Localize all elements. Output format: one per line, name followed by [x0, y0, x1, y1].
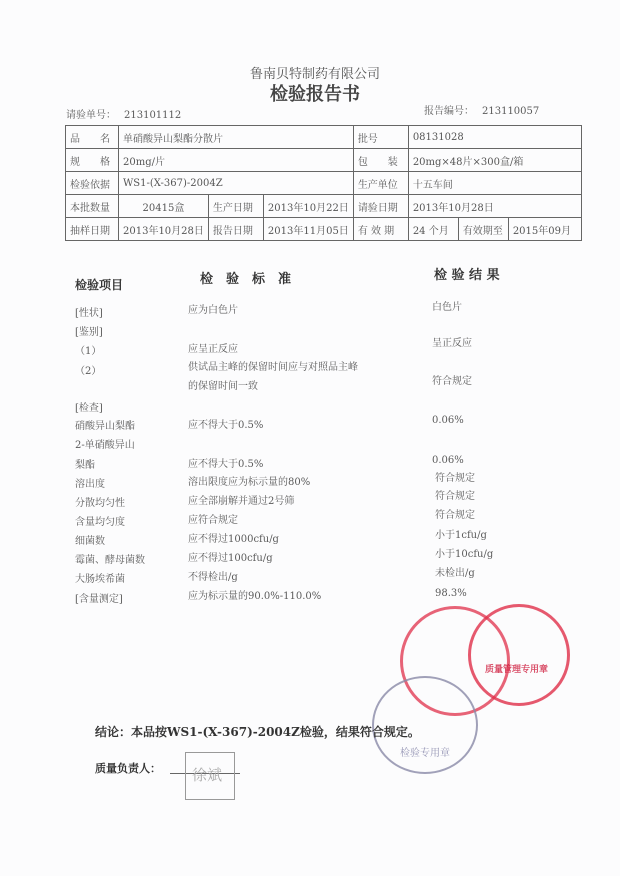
item: [含量测定]: [75, 594, 123, 605]
request-no: 213101112: [124, 110, 182, 121]
item: 含量均匀度: [75, 517, 125, 528]
standard: 应符合规定: [188, 515, 238, 526]
standard: 的保留时间一致: [188, 381, 258, 392]
standard: 应为标示量的90.0%-110.0%: [188, 591, 322, 602]
item: 溶出度: [75, 479, 105, 490]
result: 小于10cfu/g: [435, 549, 494, 560]
standard: 应不得大于0.5%: [188, 459, 264, 470]
standard: 供试品主峰的保留时间应与对照品主峰: [188, 362, 358, 373]
item: （2）: [75, 366, 102, 377]
req-date-label: 请验日期: [353, 195, 408, 218]
result: 未检出/g: [435, 568, 475, 579]
batch-label: 批号: [353, 126, 408, 149]
standard: 应全部崩解并通过2号筛: [188, 496, 295, 507]
signature-text: 徐斌: [192, 766, 223, 784]
validity: 24 个月: [408, 218, 458, 241]
item: （1）: [75, 346, 102, 357]
result: 0.06%: [432, 415, 464, 426]
standard: 不得检出/g: [188, 572, 238, 583]
production-date: 2013年10月22日: [263, 195, 353, 218]
request-date: 2013年10月28日: [408, 195, 581, 218]
validity-label: 有 效 期: [353, 218, 408, 241]
production-unit: 十五车间: [408, 172, 581, 195]
standard: 应为白色片: [188, 305, 238, 316]
basis: WS1-(X-367)-2004Z: [119, 172, 354, 195]
standard: 应不得大于0.5%: [188, 420, 264, 431]
item: [性状]: [75, 308, 103, 319]
report-no: 213110057: [482, 106, 540, 117]
result: 白色片: [432, 302, 462, 313]
standard: 应不得过1000cfu/g: [188, 534, 279, 545]
col-result-header: 检 验 结 果: [434, 268, 500, 283]
item: 2-单硝酸异山: [75, 440, 135, 451]
report-no-label: 报告编号：: [424, 106, 474, 117]
report-date: 2013年11月05日: [263, 218, 353, 241]
sample-date: 2013年10月28日: [119, 218, 209, 241]
conclusion: 结论：本品按WS1-(X-367)-2004Z检验，结果符合规定。: [95, 725, 420, 739]
unit-label: 生产单位: [353, 172, 408, 195]
item: 梨酯: [75, 460, 95, 471]
item: 硝酸异山梨酯: [75, 421, 135, 432]
expiry-label: 有效期至: [458, 218, 508, 241]
result: 小于1cfu/g: [435, 530, 487, 541]
packaging: 20mg×48片×300盒/箱: [408, 149, 581, 172]
report-date-label: 报告日期: [208, 218, 263, 241]
batch-no: 08131028: [408, 126, 581, 149]
standard: 应不得过100cfu/g: [188, 553, 273, 564]
result: 符合规定: [435, 510, 475, 521]
prod-date-label: 生产日期: [208, 195, 263, 218]
col-item-header: 检验项目: [75, 278, 124, 292]
result: 符合规定: [432, 376, 472, 387]
product-info-table: [65, 125, 582, 241]
report-title: 检验报告书: [270, 84, 360, 105]
item: [鉴别]: [75, 327, 103, 338]
company-name: 鲁南贝特制药有限公司: [250, 67, 381, 82]
result: 0.06%: [432, 455, 464, 466]
qty-label: 本批数量: [66, 195, 119, 218]
standard: 应呈正反应: [188, 344, 238, 355]
spec: 20mg/片: [119, 149, 354, 172]
item: [检查]: [75, 403, 103, 414]
expiry-date: 2015年09月: [508, 218, 581, 241]
inspection-stamp-text: 检验专用章: [400, 748, 450, 759]
col-standard-header: 检 验 标 准: [200, 272, 292, 287]
result: 符合规定: [435, 473, 475, 484]
signature-stamp: [185, 752, 235, 800]
item: 分散均匀性: [75, 498, 125, 509]
qa-label: 质量负责人：: [95, 762, 161, 775]
request-no-label: 请验单号：: [66, 110, 116, 121]
sample-date-label: 抽样日期: [66, 218, 119, 241]
result: 呈正反应: [432, 338, 472, 349]
item: 细菌数: [75, 536, 105, 547]
quality-seal-stamp: [468, 604, 570, 706]
standard: 溶出限度应为标示量的80%: [188, 477, 311, 488]
item: 大肠埃希菌: [75, 574, 125, 585]
name-label: 品 名: [66, 126, 119, 149]
item: 霉菌、酵母菌数: [75, 555, 145, 566]
basis-label: 检验依据: [66, 172, 119, 195]
quality-stamp-text: 质量管理专用章: [485, 665, 549, 675]
result: 98.3%: [435, 588, 467, 599]
quantity: 20415盒: [119, 195, 209, 218]
result: 符合规定: [435, 491, 475, 502]
pack-label: 包 装: [353, 149, 408, 172]
spec-label: 规 格: [66, 149, 119, 172]
product-name: 单硝酸异山梨酯分散片: [119, 126, 354, 149]
